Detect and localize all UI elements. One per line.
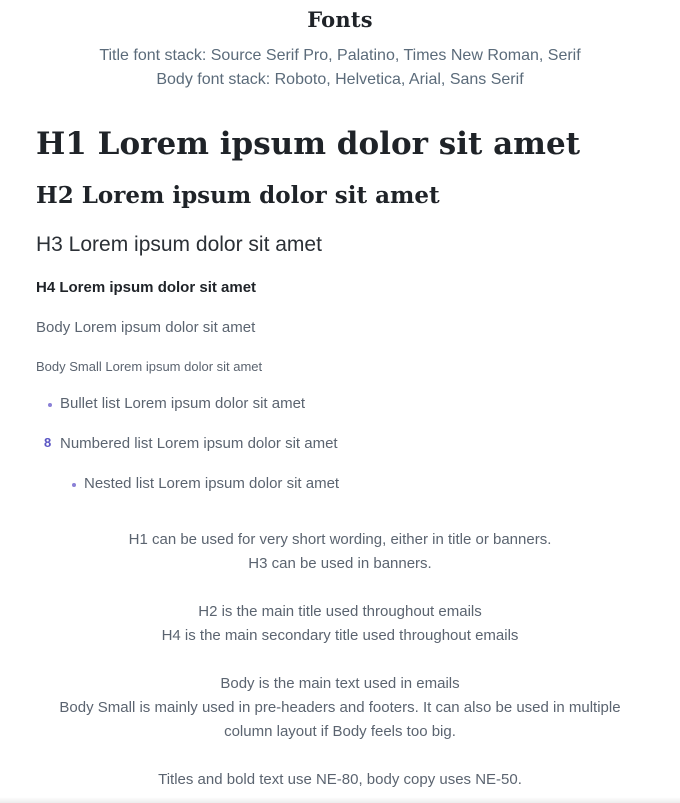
h2-sample: H2 Lorem ipsum dolor sit amet <box>36 182 440 209</box>
body-sample: Body Lorem ipsum dolor sit amet <box>36 319 256 336</box>
h1-sample: H1 Lorem ipsum dolor sit amet <box>36 126 581 162</box>
bullet-icon <box>48 403 52 407</box>
nested-list-text: Nested list Lorem ipsum dolor sit amet <box>84 475 340 492</box>
h4-sample: H4 Lorem ipsum dolor sit amet <box>36 279 257 296</box>
h3-usage-note: H3 can be used in banners. <box>248 555 432 572</box>
numbered-list-text: Numbered list Lorem ipsum dolor sit amet <box>60 435 338 452</box>
title-font-stack-text: Title font stack: Source Serif Pro, Palatino, Times New Roman, Serif <box>99 47 581 64</box>
body-small-sample: Body Small Lorem ipsum dolor sit amet <box>36 359 263 374</box>
page-title: Fonts <box>307 7 373 32</box>
number-marker: 8 <box>44 435 52 450</box>
body-small-usage-note-line2: column layout if Body feels too big. <box>224 723 456 740</box>
nested-bullet-icon <box>72 483 76 487</box>
h3-sample: H3 Lorem ipsum dolor sit amet <box>36 233 322 256</box>
h1-usage-note: H1 can be used for very short wording, either in title or banners. <box>128 531 552 548</box>
color-usage-note: Titles and bold text use NE-80, body copy uses NE-50. <box>158 771 522 788</box>
body-usage-note: Body is the main text used in emails <box>220 675 460 692</box>
h2-usage-note: H2 is the main title used throughout emails <box>198 603 482 620</box>
h4-usage-note: H4 is the main secondary title used throughout emails <box>161 627 519 644</box>
bullet-list-text: Bullet list Lorem ipsum dolor sit amet <box>60 395 306 412</box>
bottom-edge-shadow <box>0 797 680 803</box>
body-small-usage-note-line1: Body Small is mainly used in pre-headers and footers. It can also be used in multiple <box>59 699 621 716</box>
body-font-stack-text: Body font stack: Roboto, Helvetica, Arial, Sans Serif <box>156 71 524 88</box>
